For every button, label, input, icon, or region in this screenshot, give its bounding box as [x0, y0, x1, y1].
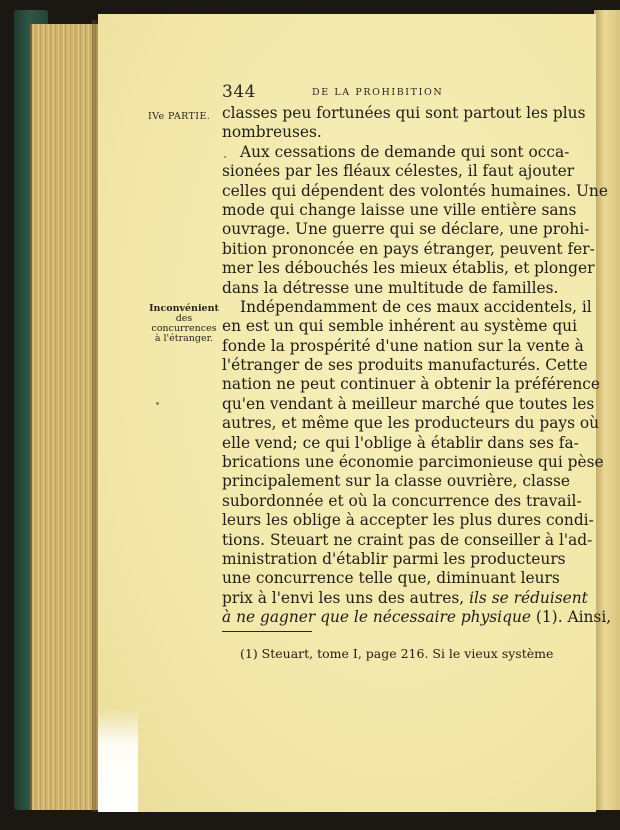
text-line: ouvrage. Une guerre qui se déclare, une prohi- — [222, 220, 590, 239]
text-line: prix à l'envi les uns des autres, ils se réduisent — [222, 588, 588, 607]
text-line: classes peu fortunées qui sont partout les plus — [222, 104, 586, 122]
page-number: 344 — [222, 82, 256, 102]
paper-speck — [156, 402, 159, 405]
running-head: DE LA PROHIBITION — [312, 87, 444, 98]
text-line: fonde la prospérité d'une nation sur la vente à — [222, 336, 584, 355]
text-line: tions. Steuart ne craint pas de conseiller à l'ad- — [222, 530, 593, 549]
footnote-rule — [222, 631, 312, 632]
text-line: ministration d'établir parmi les producteurs — [222, 549, 566, 568]
text-line: nation ne peut continuer à obtenir la préférence — [222, 375, 600, 394]
text-line: Indépendamment de ces maux accidentels, il — [240, 297, 592, 316]
text-line: mer les débouchés les mieux établis, et plonger — [222, 259, 595, 278]
text-line: Aux cessations de demande qui sont occa- — [240, 142, 570, 161]
text-line: leurs les oblige à accepter les plus dures condi- — [222, 511, 594, 530]
italic-quote: ils se réduisent — [469, 588, 588, 607]
paper-speck — [224, 156, 226, 158]
text-line: bition prononcée en pays étranger, peuvent fer- — [222, 239, 595, 258]
text-line: mode qui change laisse une ville entière sans — [222, 200, 577, 219]
text-line: subordonnée et où la concurrence des travail- — [222, 491, 582, 510]
text-line: à ne gagner que le nécessaire physique (1). Ainsi, — [222, 608, 612, 627]
margin-note-line: Inconvénient — [149, 303, 219, 314]
page-header — [222, 82, 534, 104]
text-line: dans la détresse une multitude de familles. — [222, 278, 559, 297]
margin-note-line: des — [175, 313, 193, 324]
text-line: sionées par les fléaux célestes, il faut ajouter — [222, 162, 575, 181]
text-line: autres, et même que les producteurs du pays où — [222, 414, 600, 433]
text-line: celles qui dépendent des volontés humaines. Une — [222, 181, 608, 200]
text-line: nombreuses. — [222, 123, 322, 142]
body-text — [222, 104, 612, 628]
text-line: une concurrence telle que, diminuant leurs — [222, 569, 560, 588]
text-line: l'étranger de ses produits manufacturés. Cette — [222, 356, 588, 375]
margin-note — [148, 304, 220, 344]
text-line: elle vend; ce qui l'oblige à établir dans ses fa- — [222, 433, 579, 452]
part-label: IVe PARTIE. — [148, 111, 211, 122]
text-line: principalement sur la classe ouvrière, classe — [222, 472, 571, 491]
text-line: qu'en vendant à meilleur marché que toutes les — [222, 394, 595, 413]
page-corner-patch — [98, 708, 138, 812]
margin-note-line: concurrences — [151, 323, 217, 334]
text-line: brications une économie parcimonieuse qui pèse — [222, 453, 604, 472]
footnote: (1) Steuart, tome I, page 216. Si le vieux système — [240, 646, 554, 661]
italic-quote: à ne gagner que le nécessaire physique — [222, 608, 531, 627]
text-line: en est un qui semble inhérent au système qui — [222, 317, 578, 336]
next-page-edge — [594, 10, 620, 810]
margin-note-line: à l'étranger. — [154, 333, 214, 344]
